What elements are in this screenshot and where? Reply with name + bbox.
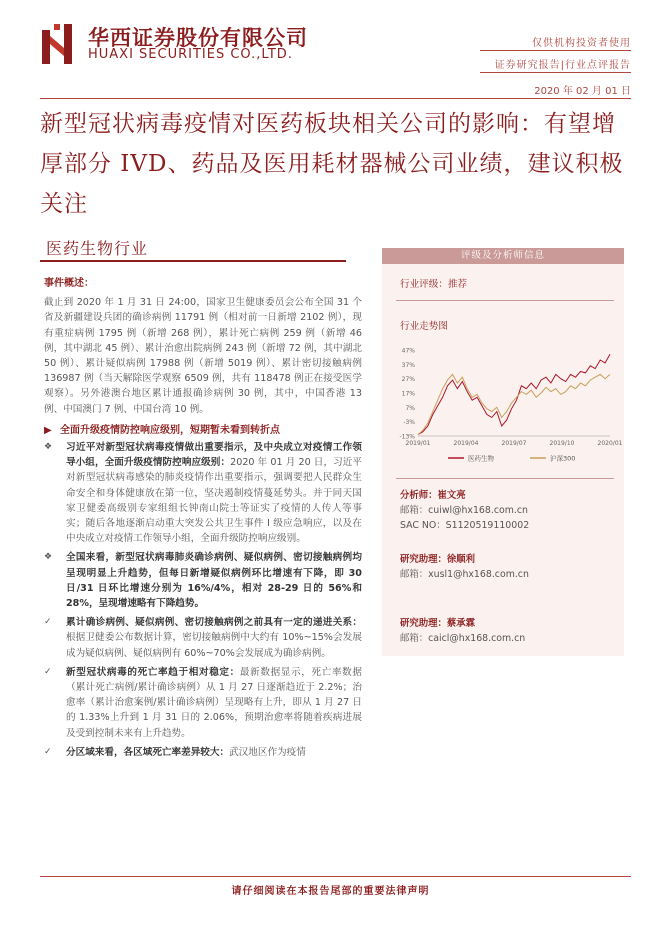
report-type: 证券研究报告|行业点评报告: [494, 60, 631, 71]
report-title: 新型冠状病毒疫情对医药板块相关公司的影响：有望增厚部分 IVD、药品及医用耗材器械公司业绩，建议积极关注: [40, 111, 624, 217]
y-tick-label: 47%: [401, 347, 415, 355]
event-paragraph: 截止到 2020 年 1 月 31 日 24:00，国家卫生健康委员会公布全国 31 个省及新疆建设兵团的确诊病例 11791 例（相对前一日新增 2102 例），现有重症病例 1795 例（新增 268 例），累计死亡病例 259 例（新增 46 例，其中湖北 45 例）、累计治愈出院病例 243 例（新增 72 例，其中湖北 50 例）、累计疑似病例 17988 例（新增 5019 例）、累计密切接触病例 136987 例（当天解除医学观察 6509 例，共有 118478 例正在接受医学观察）。另外港澳台地区累计通报确诊病例 30 例，其中，中国香港 13 例、中国澳门 7 例、中国台湾 10 例。: [44, 297, 362, 415]
bullet-body: 根据卫健委公布数据计算，密切接触病例中大约有 10%~15%会发展成为疑似病例、疑似病例有 60%~70%会发展成为确诊病例。: [66, 632, 362, 659]
industry-underline: [40, 260, 346, 262]
legal-notice: 请仔细阅读在本报告尾部的重要法律声明: [231, 886, 430, 897]
header-divider: [480, 72, 631, 73]
header-divider: [40, 98, 631, 99]
x-tick-label: 2020/01: [597, 440, 623, 447]
analyst-1: [400, 488, 529, 533]
diamond-icon: ❖: [44, 442, 53, 453]
analyst-sac: SAC NO：S1120519110002: [400, 520, 530, 531]
bullet-bold: 习近平对新型冠状病毒疫情做出重要指示，及中央成立对疫情工作领导小组，全面升级疫情防控响应级别：: [66, 442, 362, 469]
bullet-bold: 新型冠状病毒的死亡率趋于相对稳定：: [66, 666, 240, 678]
analyst-role: 研究助理：: [400, 554, 447, 565]
rating-label: 行业评级：: [400, 279, 448, 290]
analyst-name: 蔡承霖: [446, 618, 476, 629]
industry-label: 医药生物行业: [46, 239, 149, 258]
trend-label: 行业走势图: [400, 321, 448, 332]
bullet-item: [44, 615, 362, 661]
analyst-3: [400, 616, 525, 646]
y-tick-label: -13%: [399, 433, 415, 441]
report-body: [44, 276, 362, 764]
bullet-bold: 全国来看，新型冠状病毒肺炎确诊病例、疑似病例、密切接触病例均呈现明显上升趋势，但每日新增疑似病例环比增速有下降，即 30 日/31 日环比增速分别为 16%/4%，相对 28-29 日的 56%和 28%，呈现增速略有下降趋势。: [66, 552, 362, 610]
check-icon: ✓: [44, 617, 52, 628]
bullet-body: 武汉地区作为疫情: [229, 746, 306, 758]
bullet-text: [66, 440, 362, 546]
legend-label: 医药生物: [468, 454, 494, 463]
x-tick-label: 2019/07: [501, 440, 527, 447]
y-tick-label: 27%: [401, 376, 415, 384]
analyst-2: [400, 552, 529, 582]
analyst-name: 崔文亮: [437, 490, 466, 501]
huaxi-logo-icon: [40, 22, 80, 66]
diamond-bullet-icon: ▶: [44, 424, 52, 436]
bullet-body: 最新数据显示，死亡率数据（累计死亡病例/累计确诊病例）从 1 月 27 日逐渐趋近于 2.2%；治愈率（累计治愈案例/累计确诊病例）呈现略有上升，即从 1 月 27 日的 1.33%上升到 1 月 31 日的 2.06%，预期治愈率将随着疾病进展及受到控制未来有上升趋势。: [66, 666, 363, 739]
bullet-item: [44, 745, 362, 760]
rating-value: 推荐: [447, 279, 468, 290]
analyst-role: 研究助理：: [400, 618, 447, 629]
bullet-list: [44, 440, 362, 760]
bullet-text: [66, 550, 362, 611]
bullet-body: 2020 年 01 月 20 日，习近平对新型冠状病毒感染的肺炎疫情作出重要指示，强调要把人民群众生命安全和身体健康放在第一位，坚决遏制疫情蔓延势头。并于同天国家卫健委高级别专家组组长钟南山院士等证实了疫情的人传人等事实；随后各地逐渐启动重大突发公共卫生事件 I 级应急响应，以及在中央成立对疫情工作领导小组，全面升级防控响应级别。: [66, 457, 362, 545]
bullet-text: [66, 615, 362, 661]
bullet-item: [44, 665, 362, 741]
bullet-text: [66, 745, 362, 760]
report-date: 2020 年 02 月 01 日: [534, 86, 631, 97]
analyst-email[interactable]: 邮箱：cuiwl@hx168.com.cn: [400, 505, 528, 516]
event-heading: 事件概述：: [44, 278, 94, 289]
legend-label: 沪深300: [550, 454, 576, 463]
main-point: [44, 423, 362, 438]
industry-rating: [400, 276, 467, 290]
company-name-en: HUAXI SECURITIES CO.,LTD.: [88, 47, 293, 62]
audience-note: 仅供机构投资者使用: [532, 38, 631, 49]
bullet-item: [44, 440, 362, 546]
analyst-role: 分析师：: [400, 490, 438, 501]
y-tick-label: 7%: [405, 404, 415, 412]
main-point-text: 全面升级疫情防控响应级别，短期暂未看到转折点: [60, 424, 280, 436]
x-tick-label: 2019/04: [453, 440, 479, 447]
company-name-cn: 华西证券股份有限公司: [88, 26, 308, 50]
x-tick-label: 2019/10: [549, 440, 575, 447]
y-tick-label: -3%: [403, 419, 415, 427]
check-icon: ✓: [44, 666, 52, 677]
bullet-bold: 分区域来看，各区域死亡率差异较大：: [66, 746, 230, 758]
diamond-icon: ❖: [44, 552, 53, 563]
series-line-pharma: [418, 354, 610, 434]
header-divider: [480, 50, 631, 51]
analyst-email[interactable]: 邮箱：caicl@hx168.com.cn: [400, 633, 526, 644]
x-tick-label: 2019/01: [405, 440, 431, 447]
y-tick-label: 17%: [401, 390, 415, 398]
analyst-name: 徐顺利: [446, 554, 476, 565]
sidebar-divider: [396, 478, 614, 479]
sidebar-divider: [396, 300, 614, 301]
footer-divider: [40, 876, 631, 877]
check-icon: ✓: [44, 746, 52, 757]
bullet-text: [66, 665, 362, 741]
industry-trend-chart: [396, 340, 623, 470]
analyst-email[interactable]: 邮箱：xusl1@hx168.com.cn: [400, 569, 529, 580]
sidebar-heading: 评级及分析师信息: [382, 248, 624, 264]
y-tick-label: 37%: [401, 361, 415, 369]
bullet-item: [44, 550, 362, 611]
bullet-bold: 累计确诊病例、疑似病例、密切接触病例之前具有一定的递进关系：: [66, 617, 362, 629]
